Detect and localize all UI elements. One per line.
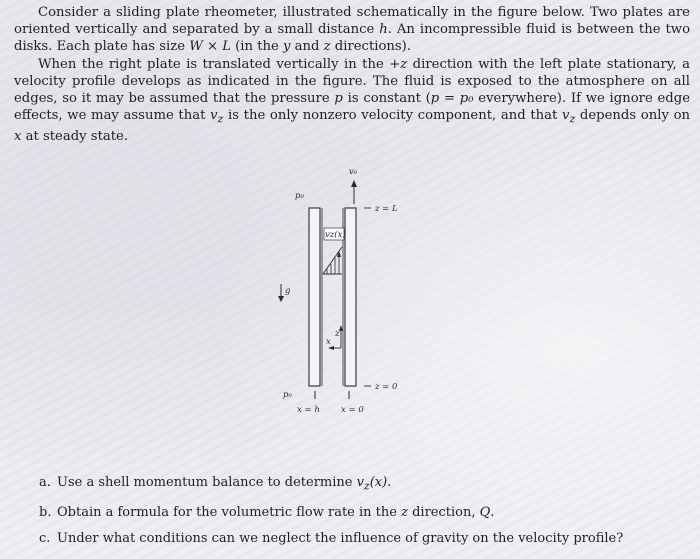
x0-label: x = 0 <box>341 405 364 415</box>
math-z: z <box>323 39 331 55</box>
question-b <box>39 500 679 526</box>
z-axis-label: z <box>335 329 340 339</box>
math-L: L <box>222 39 231 55</box>
math-Q: Q <box>479 504 491 520</box>
text-span: depends only on <box>575 108 690 124</box>
text-span: Consider a sliding plate rheometer, illustrated schematically in the figure below. Two plates are oriented vertically and separated by a small distance <box>14 5 690 38</box>
text-span: (in the <box>230 39 283 55</box>
xh-label: x = h <box>297 405 320 415</box>
zL-label: z = L <box>375 204 398 214</box>
problem-statement <box>14 4 690 145</box>
math-y: y <box>283 39 291 55</box>
math-v: v <box>562 108 570 124</box>
question-text <box>57 526 623 552</box>
p0-bottom-label: p₀ <box>283 390 292 400</box>
text-span: direction, <box>407 504 480 520</box>
left-plate <box>309 208 320 386</box>
math-z: z <box>401 504 408 520</box>
v0-arrowhead-icon <box>351 180 357 187</box>
math-sub-z: z <box>217 112 224 126</box>
gravity-arrowhead-icon <box>278 296 284 302</box>
question-text <box>57 500 494 526</box>
math-v: v <box>356 475 364 490</box>
v0-label: v₀ <box>349 167 358 177</box>
z-axis-arrowhead-icon <box>339 325 343 331</box>
paragraph-2 <box>14 56 690 146</box>
math-h: h <box>379 22 388 38</box>
question-a <box>39 470 679 500</box>
text-span: everywhere). If we ignore edge effects, we may assume that <box>14 91 690 124</box>
z0-label: z = 0 <box>375 382 398 392</box>
math-v: v <box>210 108 218 124</box>
text-span: Under what conditions can we neglect the influence of gravity on the velocity profile? <box>57 530 624 546</box>
question-marker: b. <box>39 504 52 520</box>
text-span: . An incompressible fluid is between the two disks. Each plate has size <box>14 22 691 55</box>
question-marker: c. <box>39 530 51 546</box>
text-span: is constant ( <box>342 91 431 107</box>
text-span: directions). <box>330 39 411 55</box>
vzx-label: vz(x) <box>325 230 346 240</box>
math-W: W <box>189 39 203 55</box>
text-span: at steady state. <box>21 129 129 145</box>
paragraph-1 <box>14 4 690 56</box>
question-c <box>39 526 679 552</box>
right-plate <box>345 208 356 386</box>
text-span: . <box>490 504 495 520</box>
rheometer-figure <box>265 162 435 422</box>
question-marker: a. <box>39 475 51 490</box>
math-x: x <box>14 129 22 145</box>
math-p: p <box>334 91 343 107</box>
text-span: direction with the left plate stationary, a velocity profile develops as indicated in the figure. The fluid is exposed to the atmosphere on all edges, so it may be assumed that the pressure <box>14 56 690 107</box>
x-axis-label: x <box>326 337 331 347</box>
p0-top-label: p₀ <box>295 191 304 201</box>
rheometer-diagram <box>265 162 435 422</box>
math-arg-x: (x) <box>369 475 388 490</box>
math-sub-z: z <box>569 112 576 126</box>
math-sub-z: z <box>363 479 370 493</box>
text-span: Use a shell momentum balance to determine <box>57 475 357 490</box>
text-span: Obtain a formula for the volumetric flow rate in the <box>57 504 402 520</box>
math-times: × <box>202 39 223 55</box>
question-list <box>39 470 679 552</box>
text-span: is the only nonzero velocity component, and that <box>223 108 562 124</box>
text-span: and <box>290 39 324 55</box>
text-span: . <box>387 475 392 490</box>
text-span: When the right plate is translated vertically in the + <box>38 56 401 72</box>
math-p-equals-p0: p = p₀ <box>430 91 474 107</box>
gravity-label: g <box>285 286 291 296</box>
question-text <box>57 470 391 500</box>
math-z: z <box>400 56 408 72</box>
